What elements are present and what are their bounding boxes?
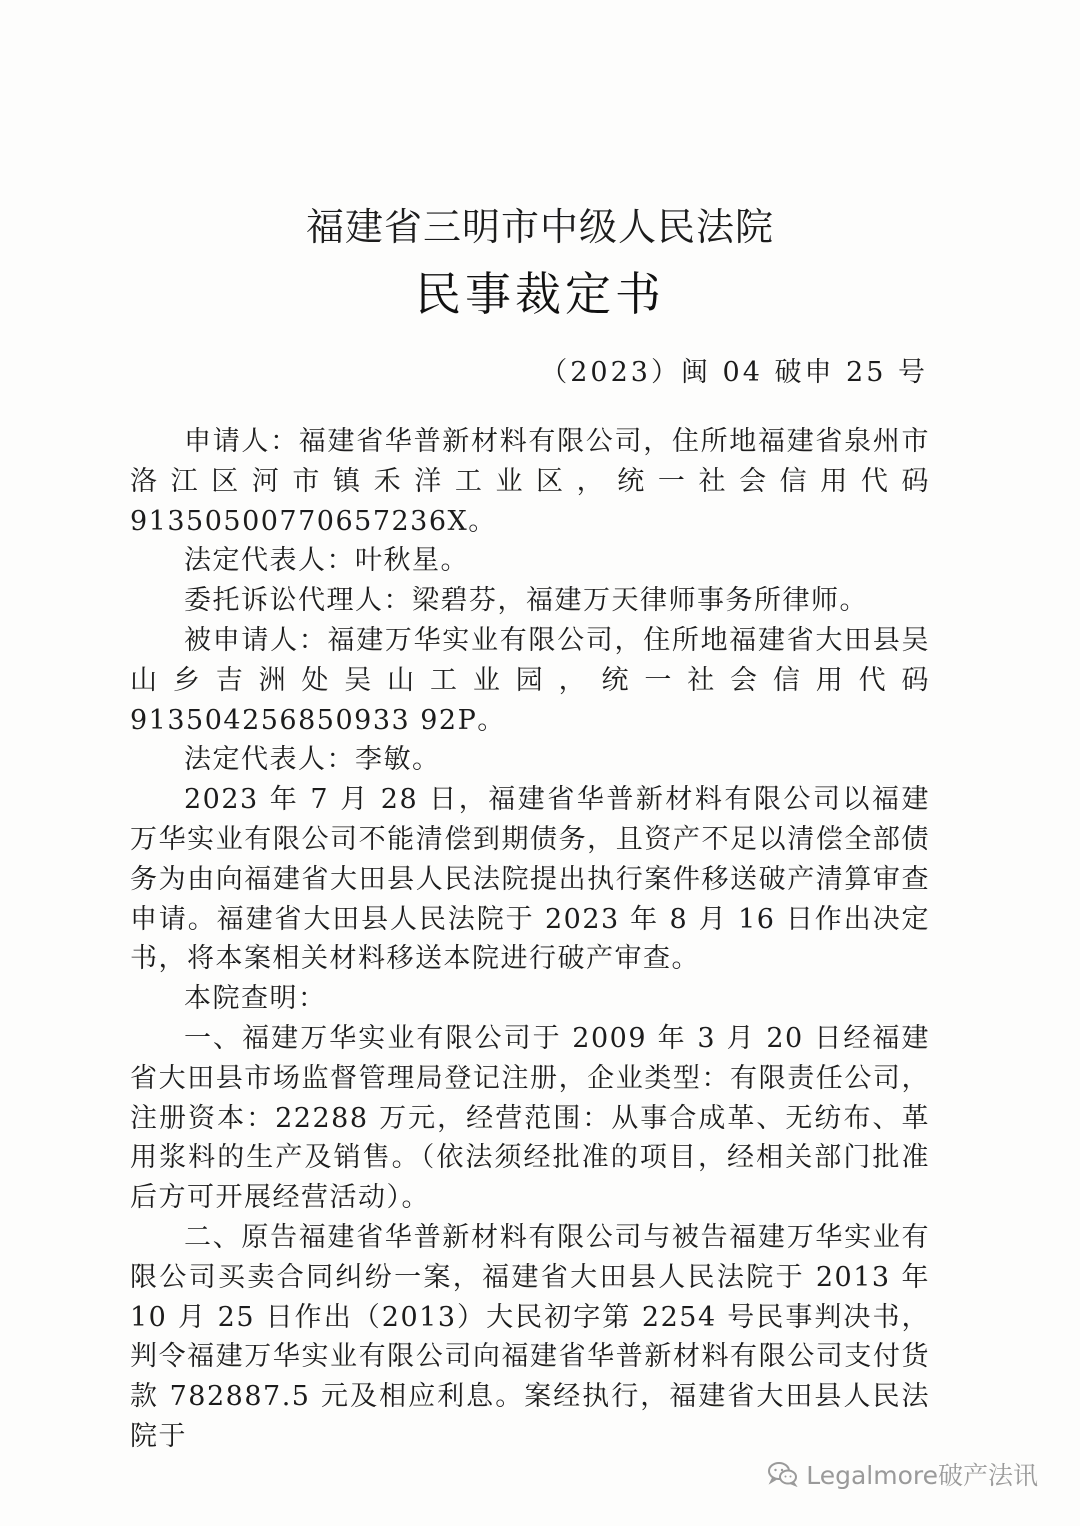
- paragraph-finding-1: 一、福建万华实业有限公司于 2009 年 3 月 20 日经福建省大田县市场监督管理局登记注册，企业类型：有限责任公司，注册资本：22288 万元，经营范围：从事合成革、无纺布、革用浆料的生产及销售。（依法须经批准的项目，经相关部门批准后方可开展经营活动）。: [130, 1022, 930, 1214]
- document-body: [130, 422, 930, 1457]
- case-number: （2023）闽 04 破申 25 号: [540, 357, 928, 388]
- paragraph-applicant: 申请人：福建省华普新材料有限公司，住所地福建省泉州市洛江区河市镇禾洋工业区，统一社会信用代码91350500770657236X。: [130, 426, 930, 537]
- paragraph-background: 2023 年 7 月 28 日，福建省华普新材料有限公司以福建万华实业有限公司不能清偿到期债务，且资产不足以清偿全部债务为由向福建省大田县人民法院提出执行案件移送破产清算审查申请。福建省大田县人民法院于 2023 年 8 月 16 日作出决定书，将本案相关材料移送本院进行破产审查。: [130, 784, 930, 975]
- paragraph-respondent-legal-rep: 法定代表人：李敏。: [184, 744, 441, 776]
- paragraph-agent: 委托诉讼代理人：梁碧芬，福建万天律师事务所律师。: [184, 585, 868, 617]
- watermark-text: Legalmore破产法讯: [806, 1461, 1038, 1490]
- paragraph-finding-2: 二、原告福建省华普新材料有限公司与被告福建万华实业有限公司买卖合同纠纷一案，福建省大田县人民法院于 2013 年 10 月 25 日作出（2013）大民初字第 2254 号民事判决书，判令福建万华实业有限公司向福建省华普新材料有限公司支付货款 782887.5 元及相应利息。案经执行，福建省大田县人民法院于: [130, 1221, 930, 1452]
- paragraph-respondent: 被申请人：福建万华实业有限公司，住所地福建省大田县吴山乡吉洲处吴山工业园，统一社会信用代码913504256850933 92P。: [130, 624, 930, 736]
- paragraph-findings-heading: 本院查明：: [184, 983, 327, 1015]
- document-type-title: 民事裁定书: [415, 267, 665, 321]
- watermark: [768, 1456, 1038, 1492]
- court-name: 福建省三明市中级人民法院: [305, 205, 774, 249]
- wechat-icon: [768, 1461, 798, 1487]
- paragraph-applicant-legal-rep: 法定代表人：叶秋星。: [184, 545, 469, 577]
